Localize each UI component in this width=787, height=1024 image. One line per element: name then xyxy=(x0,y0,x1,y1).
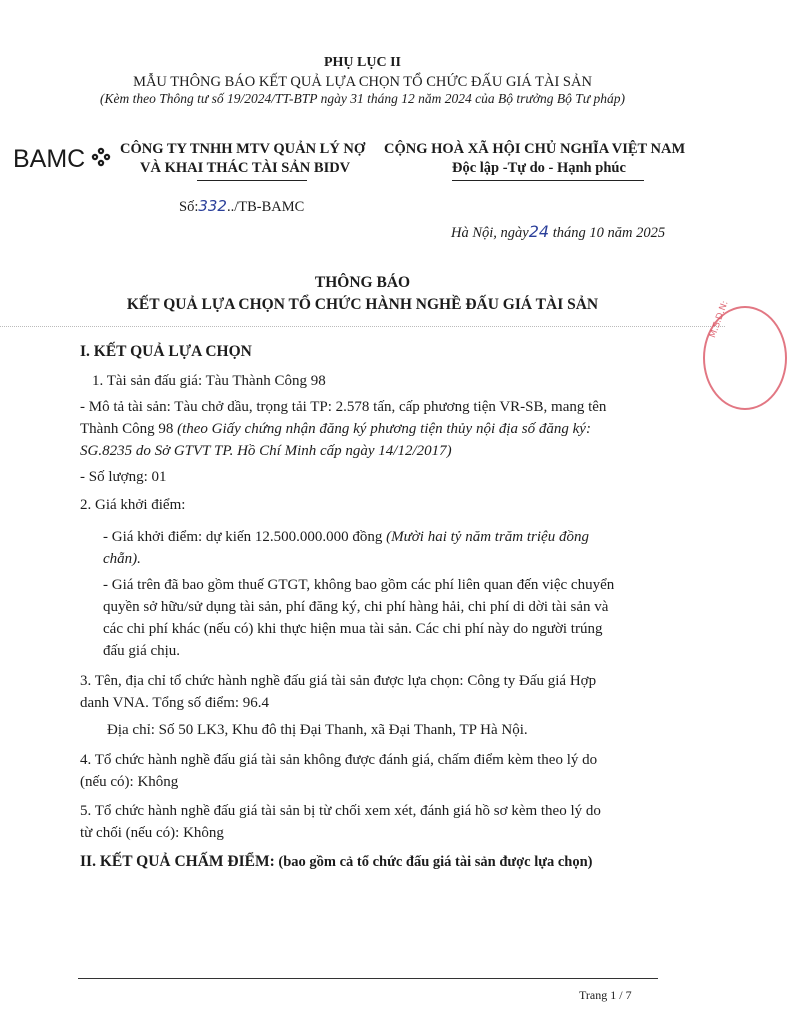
auction-org-address: Địa chỉ: Số 50 LK3, Khu đô thị Đại Thanh, xã Đại Thanh, TP Hà Nội. xyxy=(107,722,528,738)
page-number: Trang 1 / 7 xyxy=(579,988,632,1002)
date-suffix: tháng 10 năm 2025 xyxy=(552,225,666,241)
asset-name: Thành Công 98 xyxy=(80,421,178,437)
org-name-line2 xyxy=(140,160,350,177)
section2-note: (bao gồm cả tổ chức đấu giá tài sản được lựa chọn) xyxy=(274,854,593,870)
form-note: (Kèm theo Thông tư số 19/2024/TT-BTP ngày 31 tháng 12 năm 2024 của Bộ trưởng Bộ Tư pháp) xyxy=(100,91,625,106)
section1-heading: I. KẾT QUẢ LỰA CHỌN xyxy=(80,343,252,360)
org-name-line1: CÔNG TY TNHH MTV QUẢN LÝ NỢ xyxy=(120,141,366,157)
bamc-logo xyxy=(13,145,112,174)
section2-heading xyxy=(80,853,592,871)
ref-prefix: Số: xyxy=(179,199,199,215)
nation-title: CỘNG HOÀ XÃ HỘI CHỦ NGHĨA VIỆT NAM xyxy=(384,141,686,157)
reference-number xyxy=(179,197,304,216)
ref-handwritten-number: 332 xyxy=(198,197,227,215)
section2-title: II. KẾT QUẢ CHẤM ĐIỂM: xyxy=(80,853,275,870)
item4-line1: 4. Tổ chức hành nghề đấu giá tài sản không được đánh giá, chấm điểm kèm theo lý do xyxy=(80,752,598,768)
asset-desc-line2 xyxy=(80,418,591,440)
item5-line2: từ chối (nếu có): Không xyxy=(80,825,224,841)
appendix-label: PHỤ LỤC II xyxy=(323,55,401,70)
nation-motto: Độc lập -Tự do - Hạnh phúc xyxy=(452,160,626,176)
vat-line2: quyền sở hữu/sử dụng tài sản, phí đăng ký, chi phí hàng hải, chi phí di dời tài sản và xyxy=(103,599,609,615)
item5-line1: 5. Tổ chức hành nghề đấu giá tài sản bị từ chối xem xét, đánh giá hồ sơ kèm theo lý do xyxy=(80,803,601,819)
footer-rule xyxy=(78,978,658,979)
price-words: (Mười hai tỷ năm trăm triệu đồng xyxy=(386,529,589,545)
price-value: - Giá khởi điểm: dự kiến 12.500.000.000 đồng xyxy=(103,529,387,545)
vat-line1: - Giá trên đã bao gồm thuế GTGT, không bao gồm các phí liên quan đến việc chuyển xyxy=(103,577,615,593)
notice-title: THÔNG BÁO xyxy=(314,274,411,291)
asset-cert-ref: (theo Giấy chứng nhận đăng ký phương tiện thủy nội địa số đăng ký: xyxy=(177,421,591,437)
motto-underline xyxy=(452,180,644,181)
issue-date xyxy=(451,222,665,242)
item2-price: 2. Giá khởi điểm: xyxy=(80,497,186,513)
price-line2: chẵn). xyxy=(103,551,141,567)
flower-logo-icon xyxy=(90,146,112,168)
org-name-line2-text: VÀ KHAI THÁC TÀI SẢN BIDV xyxy=(140,160,351,176)
item3-line1: 3. Tên, địa chỉ tổ chức hành nghề đấu giá tài sản được lựa chọn: Công ty Đấu giá Hợp xyxy=(80,673,597,689)
asset-quantity: - Số lượng: 01 xyxy=(80,469,167,485)
item1-asset: 1. Tài sản đấu giá: Tàu Thành Công 98 xyxy=(92,373,326,389)
scan-dotted-rule xyxy=(0,326,725,327)
item4-line2: (nếu có): Không xyxy=(80,774,179,790)
stamp-text: M.S.D.N: xyxy=(708,299,731,340)
org-underline xyxy=(197,180,307,181)
form-title: MẪU THÔNG BÁO KẾT QUẢ LỰA CHỌN TỔ CHỨC ĐẤU GIÁ TÀI SẢN xyxy=(133,74,592,90)
vat-line3: các chi phí khác (nếu có) khi thực hiện mua tài sản. Các chi phí này do người trúng xyxy=(103,621,603,637)
asset-desc-line1: - Mô tả tài sản: Tàu chở dầu, trọng tải TP: 2.578 tấn, cấp phương tiện VR-SB, mang tên xyxy=(80,399,607,415)
vat-line4: đấu giá chịu. xyxy=(103,643,181,659)
ref-suffix: ../TB-BAMC xyxy=(226,199,305,215)
date-handwritten-day: 24 xyxy=(528,222,550,241)
logo-text: BAMC xyxy=(13,145,86,173)
date-prefix: Hà Nội, ngày xyxy=(451,225,529,241)
notice-subtitle: KẾT QUẢ LỰA CHỌN TỔ CHỨC HÀNH NGHỀ ĐẤU GIÁ TÀI SẢN xyxy=(126,296,599,313)
price-line1 xyxy=(103,526,589,548)
item3-line2: danh VNA. Tổng số điểm: 96.4 xyxy=(80,695,270,711)
asset-desc-line3: SG.8235 do Sở GTVT TP. Hồ Chí Minh cấp ngày 14/12/2017) xyxy=(80,443,452,459)
